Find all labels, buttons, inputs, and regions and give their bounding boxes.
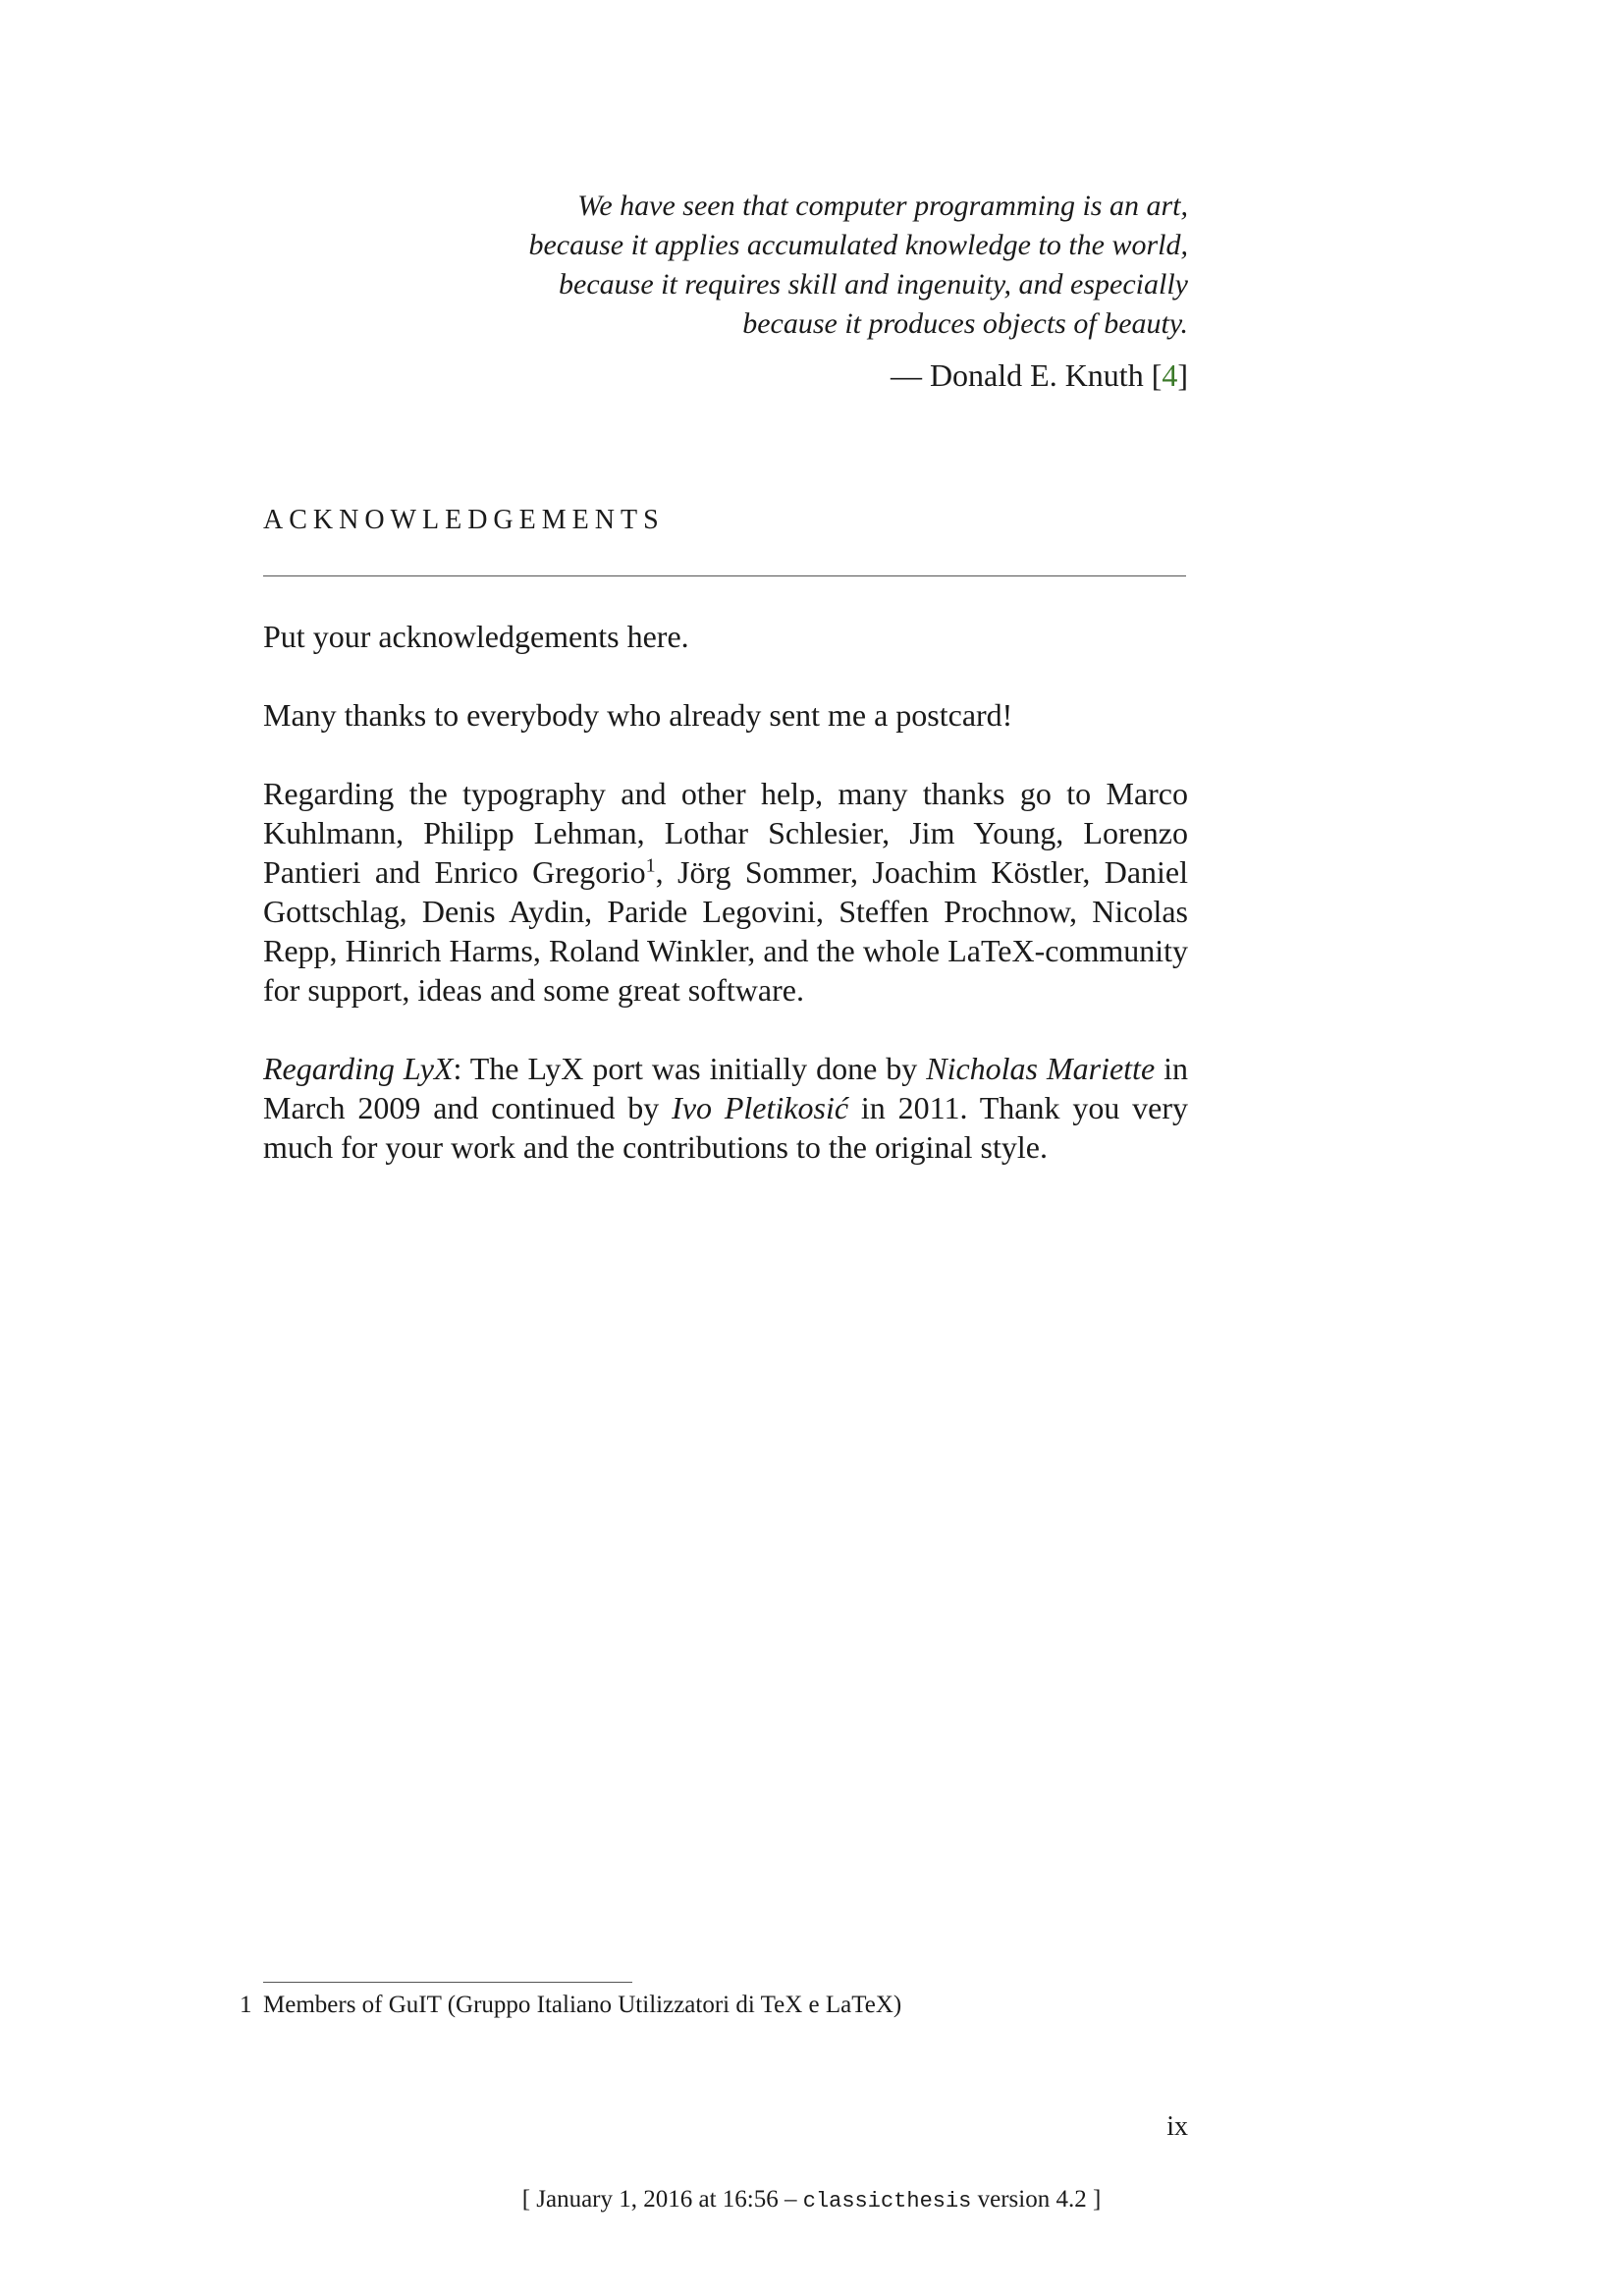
paragraph-text: Regarding the typography and other help, many thanks go to Marco Kuhlmann, Philipp Lehman, Lothar Schlesier, Jim Young, Lorenzo Pantieri and Enrico Gregorio (263, 776, 1188, 890)
paragraph: Put your acknowledgements here. (263, 619, 689, 654)
build-date: [ January 1, 2016 at 16:56 – (521, 2186, 803, 2213)
build-stamp (0, 2186, 1623, 2214)
epigraph-line: because it produces objects of beauty. (742, 307, 1188, 340)
footnote-text: Members of GuIT (Gruppo Italiano Utilizzatori di TeX e LaTeX) (263, 1992, 902, 2018)
body-text (263, 617, 1188, 1167)
footnote-number: 1 (240, 1992, 252, 2018)
person-name: Ivo Pletikosić (672, 1090, 849, 1125)
paragraph-text: in March 2009 and continued by (263, 1051, 1189, 1125)
attribution-bracket: ] (1177, 357, 1188, 393)
person-name: Nicholas Mariette (926, 1051, 1156, 1086)
paragraph-text: : The LyX port was initially done by (453, 1051, 927, 1086)
footnote-mark[interactable]: 1 (645, 854, 656, 877)
paragraph (263, 1049, 1188, 1167)
paragraph (263, 774, 1188, 1010)
footnote-rule (263, 1982, 632, 1983)
package-name: classicthesis (802, 2189, 972, 2214)
citation-link[interactable]: 4 (1162, 357, 1178, 393)
paragraph-text: in 2011. Thank you very much for your work and the contributions to the original style. (263, 1090, 1189, 1165)
attribution-author: — Donald E. Knuth [ (890, 357, 1163, 393)
paragraph-text: , Jörg Sommer, Joachim Köstler, Daniel Gottschlag, Denis Aydin, Paride Legovini, Steffen Prochnow, Nicolas Repp, Hinrich Harms, Roland Winkler, and the whole LaTeX-community for support, ideas and some great software. (263, 854, 1189, 1008)
chapter-title: ACKNOWLEDGEMENTS (263, 505, 665, 535)
chapter-rule (263, 575, 1186, 576)
paragraph: Many thanks to everybody who already sent me a postcard! (263, 697, 1013, 733)
footnote (240, 1988, 1188, 2023)
epigraph-line: We have seen that computer programming is an art, (577, 190, 1188, 222)
epigraph-quote (491, 187, 1188, 344)
epigraph-attribution (785, 357, 1188, 394)
epigraph-line: because it requires skill and ingenuity, and especially (559, 268, 1188, 301)
paragraph-intro: Regarding LyX (263, 1051, 454, 1086)
build-version: version 4.2 ] (971, 2186, 1102, 2213)
epigraph-line: because it applies accumulated knowledge to the world, (528, 229, 1188, 261)
page-number: ix (1166, 2111, 1188, 2142)
